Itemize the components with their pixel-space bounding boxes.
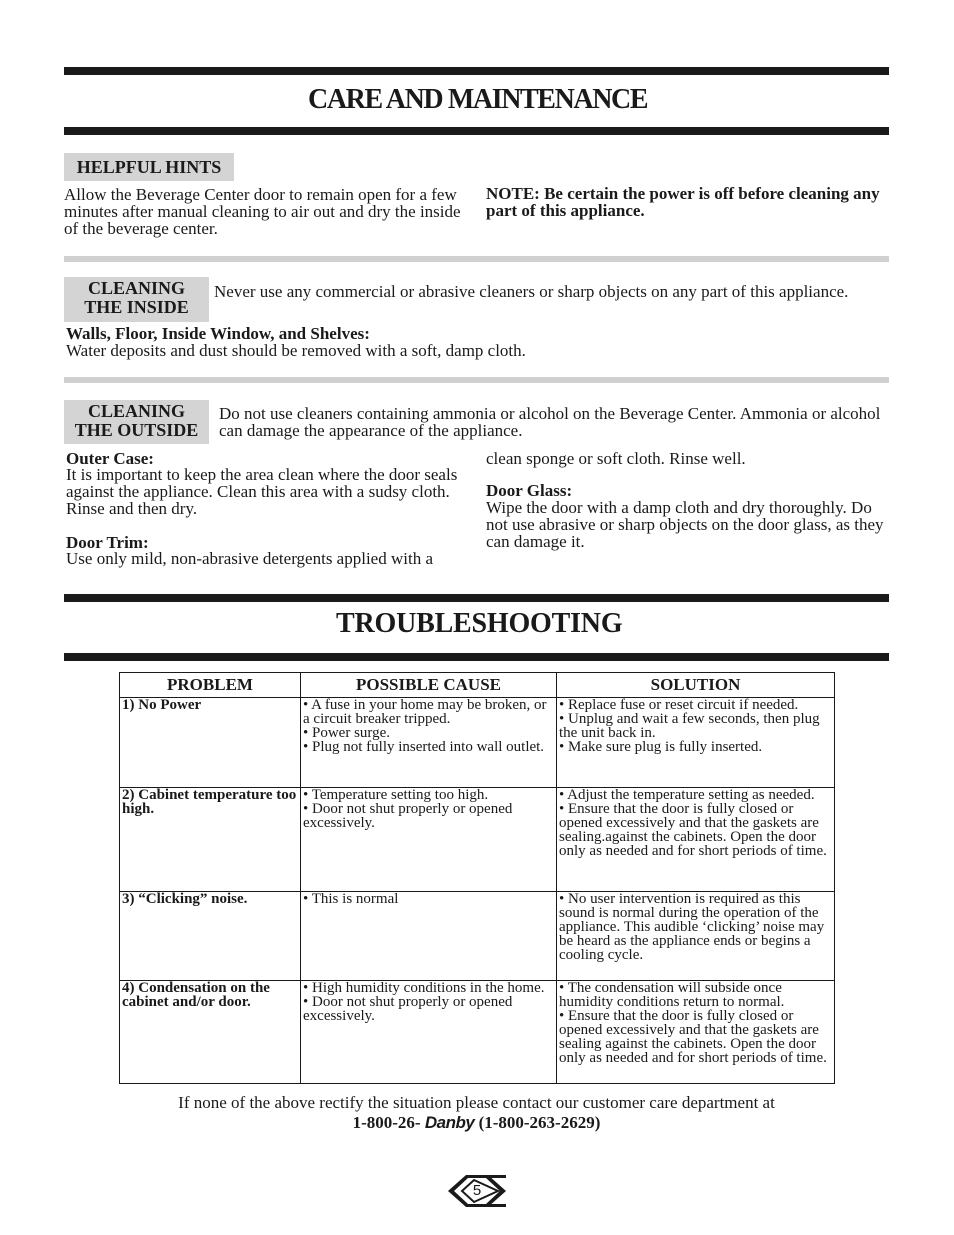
- solution-cell: [557, 698, 835, 788]
- cause-cell: [301, 698, 557, 788]
- phone-prefix: 1-800-26-: [352, 1113, 421, 1132]
- cleaning-inside-intro: Never use any commercial or abrasive cleaners or sharp objects on any part of this appliance.: [214, 282, 849, 301]
- table-row: [120, 788, 835, 892]
- cause-item: • A fuse in your home may be broken, or a circuit breaker tripped.: [303, 697, 547, 727]
- table-header-row: [120, 673, 835, 698]
- danby-logo: Danby: [424, 1113, 475, 1132]
- table-row: [120, 981, 835, 1084]
- cause-item: • Door not shut properly or opened excessively.: [303, 801, 513, 831]
- door-glass-heading: Door Glass:: [486, 481, 573, 500]
- outer-case-heading: Outer Case:: [66, 449, 154, 468]
- solution-item: • Make sure plug is fully inserted.: [559, 739, 763, 755]
- door-trim-text: Use only mild, non-abrasive detergents applied with a: [66, 549, 433, 568]
- phone-number: (1-800-263-2629): [478, 1113, 601, 1132]
- cause-item: • Door not shut properly or opened excessively.: [303, 994, 513, 1024]
- top-rule: [64, 67, 889, 75]
- cause-item: • Temperature setting too high.: [303, 787, 489, 803]
- table-row: [120, 698, 835, 788]
- outer-case-text: It is important to keep the area clean where the door seals against the appliance. Clean this area with a sudsy cloth. Rinse and then dry.: [66, 465, 458, 518]
- header-problem: PROBLEM: [120, 673, 301, 698]
- solution-item: • No user intervention is required as this sound is normal during the operation of the appliance. This audible ‘clicking’ noise may be heard as the appliance ends or begins a cooling cycle.: [559, 891, 825, 963]
- cleaning-outside-label-line2: THE OUTSIDE: [74, 420, 199, 440]
- troubleshooting-table: [119, 672, 835, 1084]
- cause-cell: [301, 788, 557, 892]
- cause-cell: [301, 892, 557, 981]
- problem-cell: 1) No Power: [120, 698, 301, 788]
- header-solution: SOLUTION: [557, 673, 835, 698]
- cleaning-outside-label: [64, 400, 209, 444]
- solution-item: • Adjust the temperature setting as needed.: [559, 787, 815, 803]
- troubleshooting-title: TROUBLESHOOTING: [336, 608, 623, 639]
- customer-care-text: If none of the above rectify the situation please contact our customer care department at: [178, 1093, 775, 1112]
- divider-2: [64, 377, 889, 383]
- table-row: [120, 892, 835, 981]
- walls-floor-text: Water deposits and dust should be removed with a soft, damp cloth.: [66, 341, 526, 360]
- problem-cell: 3) “Clicking” noise.: [120, 892, 301, 981]
- problem-cell: 4) Condensation on the cabinet and/or door.: [120, 981, 301, 1084]
- walls-floor-heading: Walls, Floor, Inside Window, and Shelves:: [66, 324, 370, 343]
- cause-cell: [301, 981, 557, 1084]
- helpful-hints-text: Allow the Beverage Center door to remain open for a few minutes after manual cleaning to air out and dry the inside of the beverage center.: [64, 185, 461, 238]
- solution-item: • Replace fuse or reset circuit if needed.: [559, 697, 799, 713]
- cleaning-inside-label-line2: THE INSIDE: [84, 297, 189, 317]
- page-number-badge: [446, 1173, 508, 1209]
- solution-cell: [557, 981, 835, 1084]
- solution-item: • Ensure that the door is fully closed or opened excessively and that the gaskets are sealing.against the cabinets. Open the door only as needed and for short periods of time.: [559, 801, 827, 859]
- door-trim-heading: Door Trim:: [66, 533, 149, 552]
- solution-item: • Unplug and wait a few seconds, then plug the unit back in.: [559, 711, 820, 741]
- cleaning-inside-label: [64, 277, 209, 322]
- cleaning-inside-label-line1: CLEANING: [87, 278, 185, 298]
- care-maintenance-title: CARE AND MAINTENANCE: [308, 84, 648, 115]
- care-title-rule: [64, 127, 889, 135]
- cleaning-outside-label-line1: CLEANING: [87, 401, 185, 421]
- header-possible-cause: POSSIBLE CAUSE: [301, 673, 557, 698]
- solution-item: • Ensure that the door is fully closed or opened excessively and that the gaskets are sealing against the cabinets. Open the door only as needed and for short periods of time.: [559, 1008, 827, 1066]
- page-number: 5: [472, 1182, 482, 1199]
- solution-item: • The condensation will subside once humidity conditions return to normal.: [559, 980, 785, 1010]
- problem-cell: 2) Cabinet temperature too high.: [120, 788, 301, 892]
- solution-cell: [557, 788, 835, 892]
- door-glass-text: Wipe the door with a damp cloth and dry thoroughly. Do not use abrasive or sharp objects on the door glass, as they can damage it.: [486, 498, 884, 551]
- cause-item: • High humidity conditions in the home.: [303, 980, 545, 996]
- troubleshooting-title-rule: [64, 653, 889, 661]
- cause-item: • This is normal: [303, 891, 399, 907]
- power-off-note: NOTE: Be certain the power is off before cleaning any part of this appliance.: [486, 184, 880, 220]
- helpful-hints-label: HELPFUL HINTS: [64, 153, 234, 181]
- troubleshooting-top-rule: [64, 594, 889, 602]
- customer-care-phone: [64, 1113, 889, 1133]
- door-trim-continued: clean sponge or soft cloth. Rinse well.: [486, 449, 746, 468]
- cleaning-outside-intro: Do not use cleaners containing ammonia or alcohol on the Beverage Center. Ammonia or alcohol can damage the appearance of the appliance.: [219, 404, 881, 440]
- cause-item: • Power surge.: [303, 725, 391, 741]
- cause-item: • Plug not fully inserted into wall outlet.: [303, 739, 545, 755]
- solution-cell: [557, 892, 835, 981]
- divider-1: [64, 256, 889, 262]
